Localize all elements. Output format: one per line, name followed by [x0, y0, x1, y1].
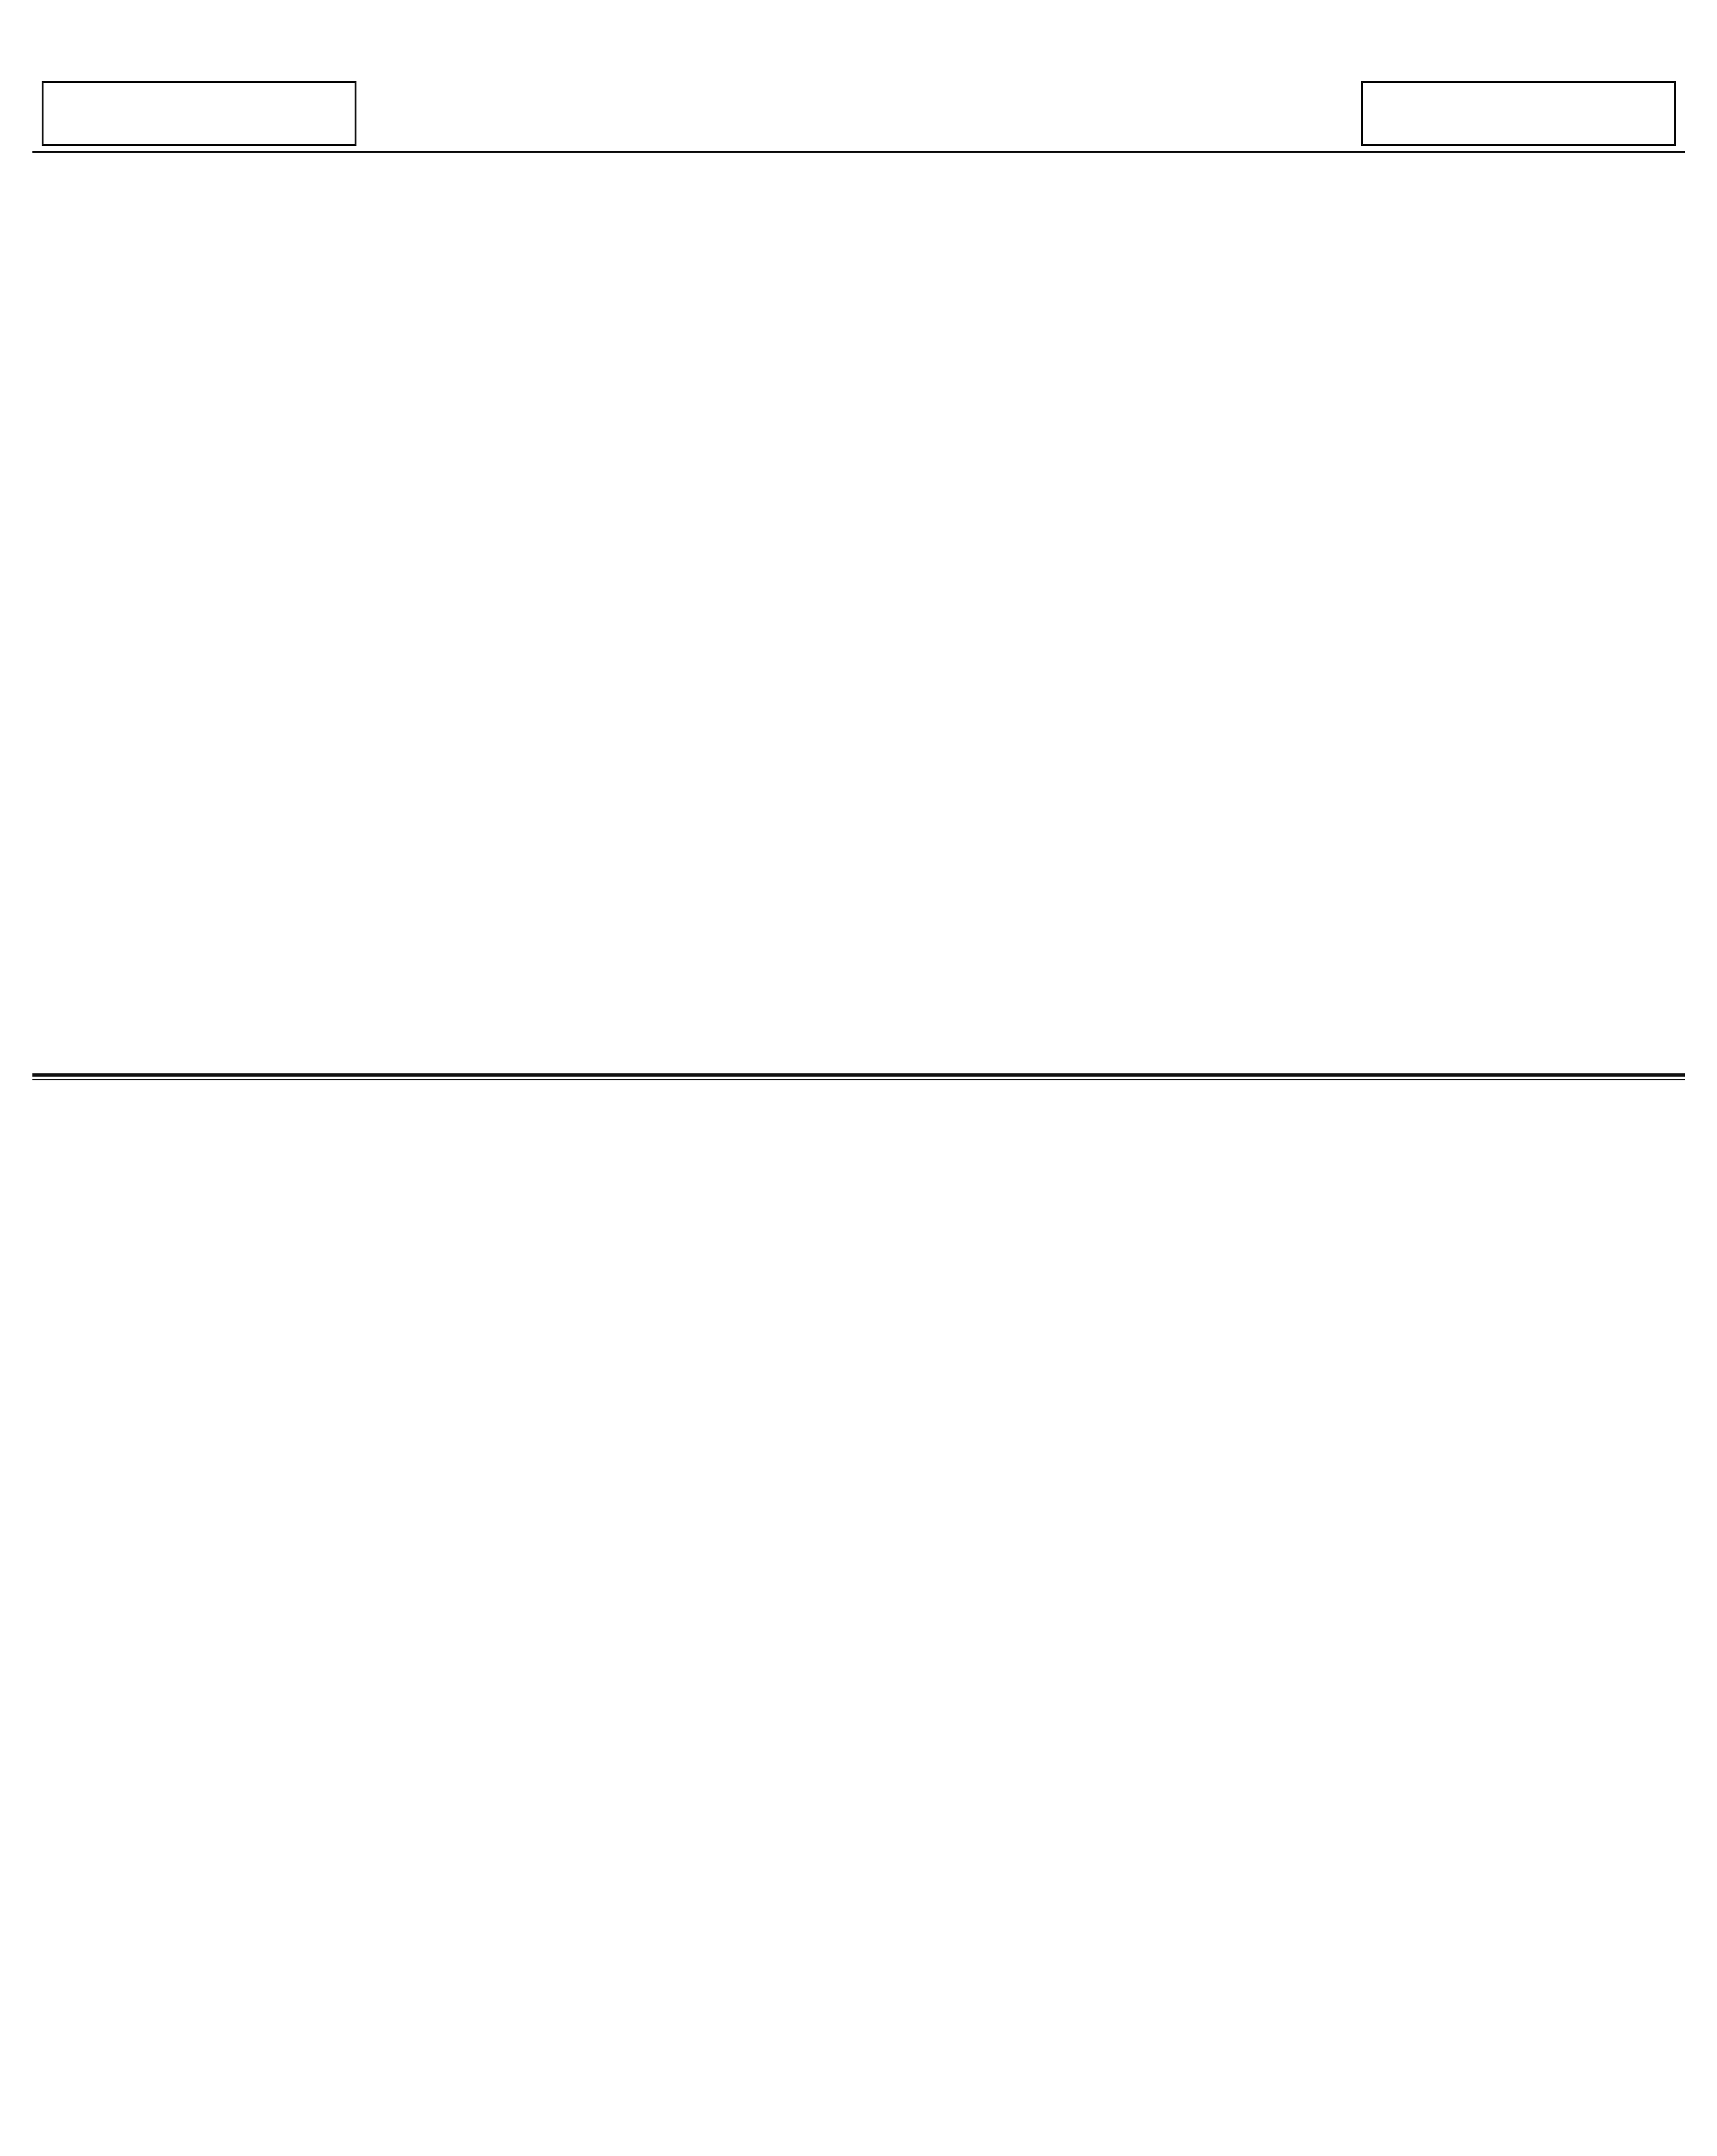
page-title: [370, 81, 1333, 141]
left-header-box: [42, 81, 356, 146]
header-rule: [32, 151, 1685, 153]
right-header-box: [1361, 81, 1676, 146]
middle-rule: [32, 1073, 1685, 1077]
middle-rule-thin: [32, 1079, 1685, 1080]
